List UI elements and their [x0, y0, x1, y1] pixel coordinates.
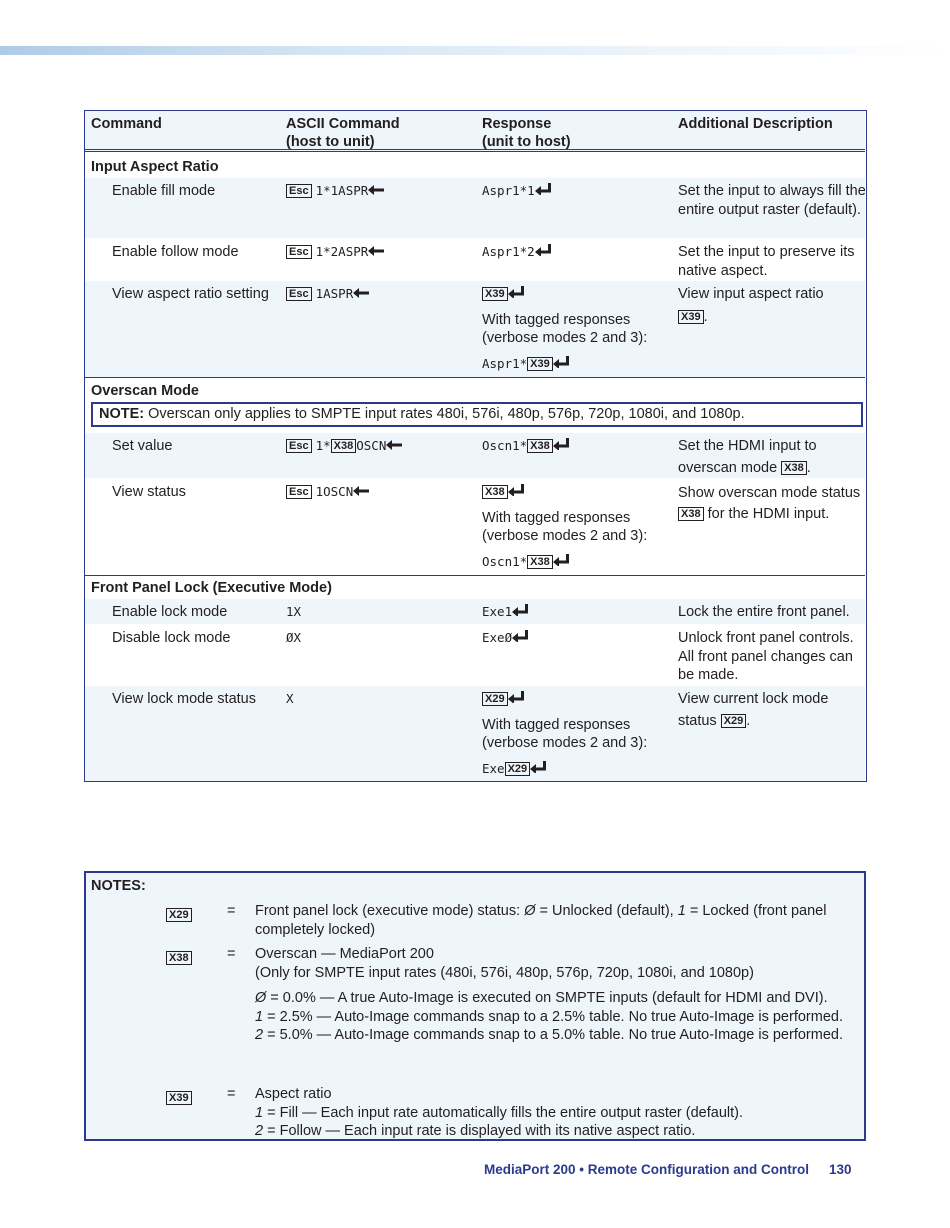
description-cell: Unlock front panel controls. All front panel changes can be made.: [678, 630, 854, 683]
description-cell: [678, 688, 866, 732]
note-label: NOTE:: [99, 406, 145, 422]
note-line: [255, 1122, 855, 1141]
table-row: [85, 599, 865, 624]
command-cell: View status: [112, 484, 186, 500]
description-end: .: [746, 713, 751, 729]
description-text: View current lock mode status: [678, 691, 829, 729]
ascii-cell: X: [286, 691, 294, 706]
return-arrow-icon: [553, 554, 569, 566]
ascii-text: 1ASPR: [315, 286, 354, 301]
note-fragment: = Unlocked (default),: [535, 903, 678, 919]
ascii-post: OSCN: [356, 438, 387, 453]
table-row: [85, 239, 865, 280]
note-line: [255, 1104, 855, 1123]
esc-key: Esc: [286, 439, 312, 453]
table-row: [85, 686, 865, 781]
table-row: [85, 433, 865, 478]
ascii-pre: 1*: [315, 438, 331, 453]
esc-key: Esc: [286, 184, 312, 198]
section-title-aspect-ratio: Input Aspect Ratio: [91, 159, 219, 175]
tagged-prefix: Aspr1*: [482, 355, 528, 371]
return-arrow-icon: [508, 484, 524, 496]
left-arrow-icon: [368, 185, 384, 195]
table-row: [85, 479, 865, 575]
equals-sign: =: [227, 1086, 236, 1102]
note-text-x38: [255, 945, 855, 1045]
tagged-prefix: Exe: [482, 760, 505, 776]
section-title-front-panel-lock: Front Panel Lock (Executive Mode): [91, 580, 332, 596]
return-arrow-icon: [553, 438, 569, 450]
command-cell: Disable lock mode: [112, 630, 231, 646]
tagged-note: With tagged responses (verbose modes 2 and 3):: [482, 311, 648, 346]
return-arrow-icon: [535, 244, 551, 256]
description-end: .: [703, 308, 708, 325]
response-cell: [482, 437, 672, 456]
description-cell: Lock the entire front panel.: [678, 604, 850, 620]
section-divider: [85, 575, 865, 576]
command-cell: Enable follow mode: [112, 244, 239, 260]
return-arrow-icon: [508, 286, 524, 298]
description-cell: Set the input to always fill the entire output raster (default).: [678, 183, 866, 218]
table-row: [85, 625, 865, 685]
header-ascii-label: ASCII Command: [286, 116, 400, 132]
variable-box: X29: [482, 692, 508, 706]
description-post: for the HDMI input.: [707, 506, 830, 522]
note-fragment: = 5.0% — Auto-Image commands snap to a 5.0% table. No true Auto-Image is performed.: [263, 1027, 843, 1043]
note-value: 1: [255, 1008, 264, 1025]
note-text-x29: [255, 902, 855, 939]
response-cell: [482, 603, 672, 622]
variable-box: X39: [527, 357, 553, 371]
return-arrow-icon: [512, 630, 528, 642]
note-fragment: = 2.5% — Auto-Image commands snap to a 2.5% table. No true Auto-Image is performed.: [263, 1008, 843, 1025]
note-line: Aspect ratio: [255, 1086, 332, 1102]
response-text: Aspr1*2: [482, 244, 535, 259]
equals-sign: =: [227, 946, 236, 962]
note-line: [255, 989, 855, 1008]
variable-box: X38: [527, 439, 553, 453]
response-pre: Oscn1*: [482, 438, 528, 453]
description-cell: [678, 285, 866, 326]
note-value: 1: [677, 903, 686, 919]
section-divider: [85, 377, 865, 378]
note-value: 2: [255, 1123, 264, 1139]
header-response-sub: (unit to host): [482, 134, 571, 150]
note-text-x39: [255, 1085, 855, 1141]
ascii-cell: [286, 437, 476, 456]
command-cell: View aspect ratio setting: [112, 286, 269, 302]
response-cell: [482, 483, 672, 571]
command-table: [84, 110, 867, 782]
ascii-cell: 1X: [286, 604, 302, 619]
header-gradient-bar: [0, 46, 950, 55]
note-line: [255, 1008, 855, 1027]
variable-box: X39: [482, 287, 508, 301]
command-cell: Enable lock mode: [112, 604, 228, 620]
note-value: 2: [255, 1027, 264, 1043]
ascii-cell: [286, 285, 476, 304]
left-arrow-icon: [353, 288, 369, 298]
return-arrow-icon: [508, 691, 524, 703]
ascii-text: 1*2ASPR: [315, 244, 369, 259]
notes-box: [84, 871, 866, 1141]
response-cell: [482, 182, 672, 201]
note-fragment: = 0.0% — A true Auto-Image is executed on SMPTE inputs (default for HDMI and DVI).: [266, 990, 828, 1006]
esc-key: Esc: [286, 245, 312, 259]
note-line: Overscan — MediaPort 200: [255, 946, 434, 962]
variable-box: X38: [781, 461, 807, 475]
header-description: Additional Description: [678, 116, 833, 132]
variable-box: X39: [678, 310, 704, 324]
description-text: View input aspect ratio: [678, 286, 824, 302]
tagged-note: With tagged responses (verbose modes 2 and 3):: [482, 716, 648, 751]
note-value: Ø: [255, 990, 267, 1006]
note-line: (Only for SMPTE input rates (480i, 576i, 480p, 576p, 720p, 1080i, and 1080p): [255, 964, 754, 981]
variable-box: X38: [166, 951, 192, 965]
response-cell: [482, 690, 672, 778]
ascii-text: 1OSCN: [315, 484, 354, 499]
equals-sign: =: [227, 903, 236, 919]
note-key-x38: [166, 949, 192, 968]
response-text: Exe1: [482, 604, 513, 619]
note-fragment: = Follow — Each input rate is displayed with its native aspect ratio.: [263, 1123, 696, 1139]
esc-key: Esc: [286, 287, 312, 301]
description-cell: Set the input to preserve its native aspect.: [678, 244, 855, 279]
note-text: Overscan only applies to SMPTE input rates 480i, 576i, 480p, 576p, 720p, 1080i, and 1080p.: [148, 406, 745, 422]
description-cell: [678, 435, 866, 479]
return-arrow-icon: [530, 761, 546, 773]
table-row: [85, 281, 865, 377]
description-text: Show overscan mode status: [678, 485, 861, 501]
return-arrow-icon: [535, 183, 551, 195]
variable-box: X38: [678, 507, 704, 521]
description-text: Set the HDMI input to overscan mode: [678, 438, 817, 476]
variable-box: X39: [166, 1091, 192, 1105]
note-key-x29: [166, 906, 192, 925]
table-row: [85, 178, 865, 238]
note-fragment: = Fill — Each input rate automatically fills the entire output raster (default).: [263, 1104, 744, 1121]
header-command: Command: [91, 116, 162, 132]
header-ascii-sub: (host to unit): [286, 134, 375, 150]
ascii-text: 1*1ASPR: [315, 183, 369, 198]
notes-title: NOTES:: [91, 878, 146, 894]
ascii-cell: ØX: [286, 630, 302, 645]
response-cell: [482, 243, 672, 262]
ascii-cell: [286, 483, 476, 502]
description-cell: [678, 483, 866, 525]
variable-box: X29: [166, 908, 192, 922]
description-end: .: [806, 460, 811, 476]
ascii-cell: [286, 243, 476, 262]
command-cell: Set value: [112, 438, 173, 454]
variable-box: X29: [505, 762, 531, 776]
section-title-overscan: Overscan Mode: [91, 383, 199, 399]
header-response: [482, 115, 571, 151]
ascii-cell: [286, 182, 476, 201]
note-value: 1: [255, 1104, 264, 1121]
return-arrow-icon: [553, 356, 569, 368]
response-text: ExeØ: [482, 630, 513, 645]
note-key-x39: [166, 1089, 192, 1108]
esc-key: Esc: [286, 485, 312, 499]
note-fragment: = Locked (front panel completely locked): [255, 903, 827, 938]
tagged-note: With tagged responses (verbose modes 2 and 3):: [482, 509, 648, 544]
note-value: Ø: [524, 903, 536, 919]
footer-title: MediaPort 200 • Remote Configuration and Control: [484, 1162, 809, 1177]
page-footer: [484, 1161, 852, 1180]
left-arrow-icon: [353, 486, 369, 496]
variable-box: X38: [482, 485, 508, 499]
tagged-prefix: Oscn1*: [482, 553, 528, 569]
left-arrow-icon: [368, 246, 384, 256]
overscan-note: [91, 402, 863, 427]
variable-box: X38: [527, 555, 553, 569]
response-cell: [482, 285, 672, 373]
variable-box: X29: [721, 714, 747, 728]
return-arrow-icon: [512, 604, 528, 616]
response-text: Aspr1*1: [482, 183, 535, 198]
variable-box: X38: [331, 439, 357, 453]
command-cell: View lock mode status: [112, 691, 256, 707]
left-arrow-icon: [386, 440, 402, 450]
command-cell: Enable fill mode: [112, 183, 216, 199]
note-fragment: Front panel lock (executive mode) status:: [255, 903, 525, 919]
table-header: [85, 111, 865, 152]
header-response-label: Response: [482, 116, 552, 132]
response-cell: [482, 629, 672, 648]
header-ascii: [286, 115, 400, 151]
page-number: 130: [829, 1162, 852, 1177]
note-line: [255, 1026, 855, 1045]
